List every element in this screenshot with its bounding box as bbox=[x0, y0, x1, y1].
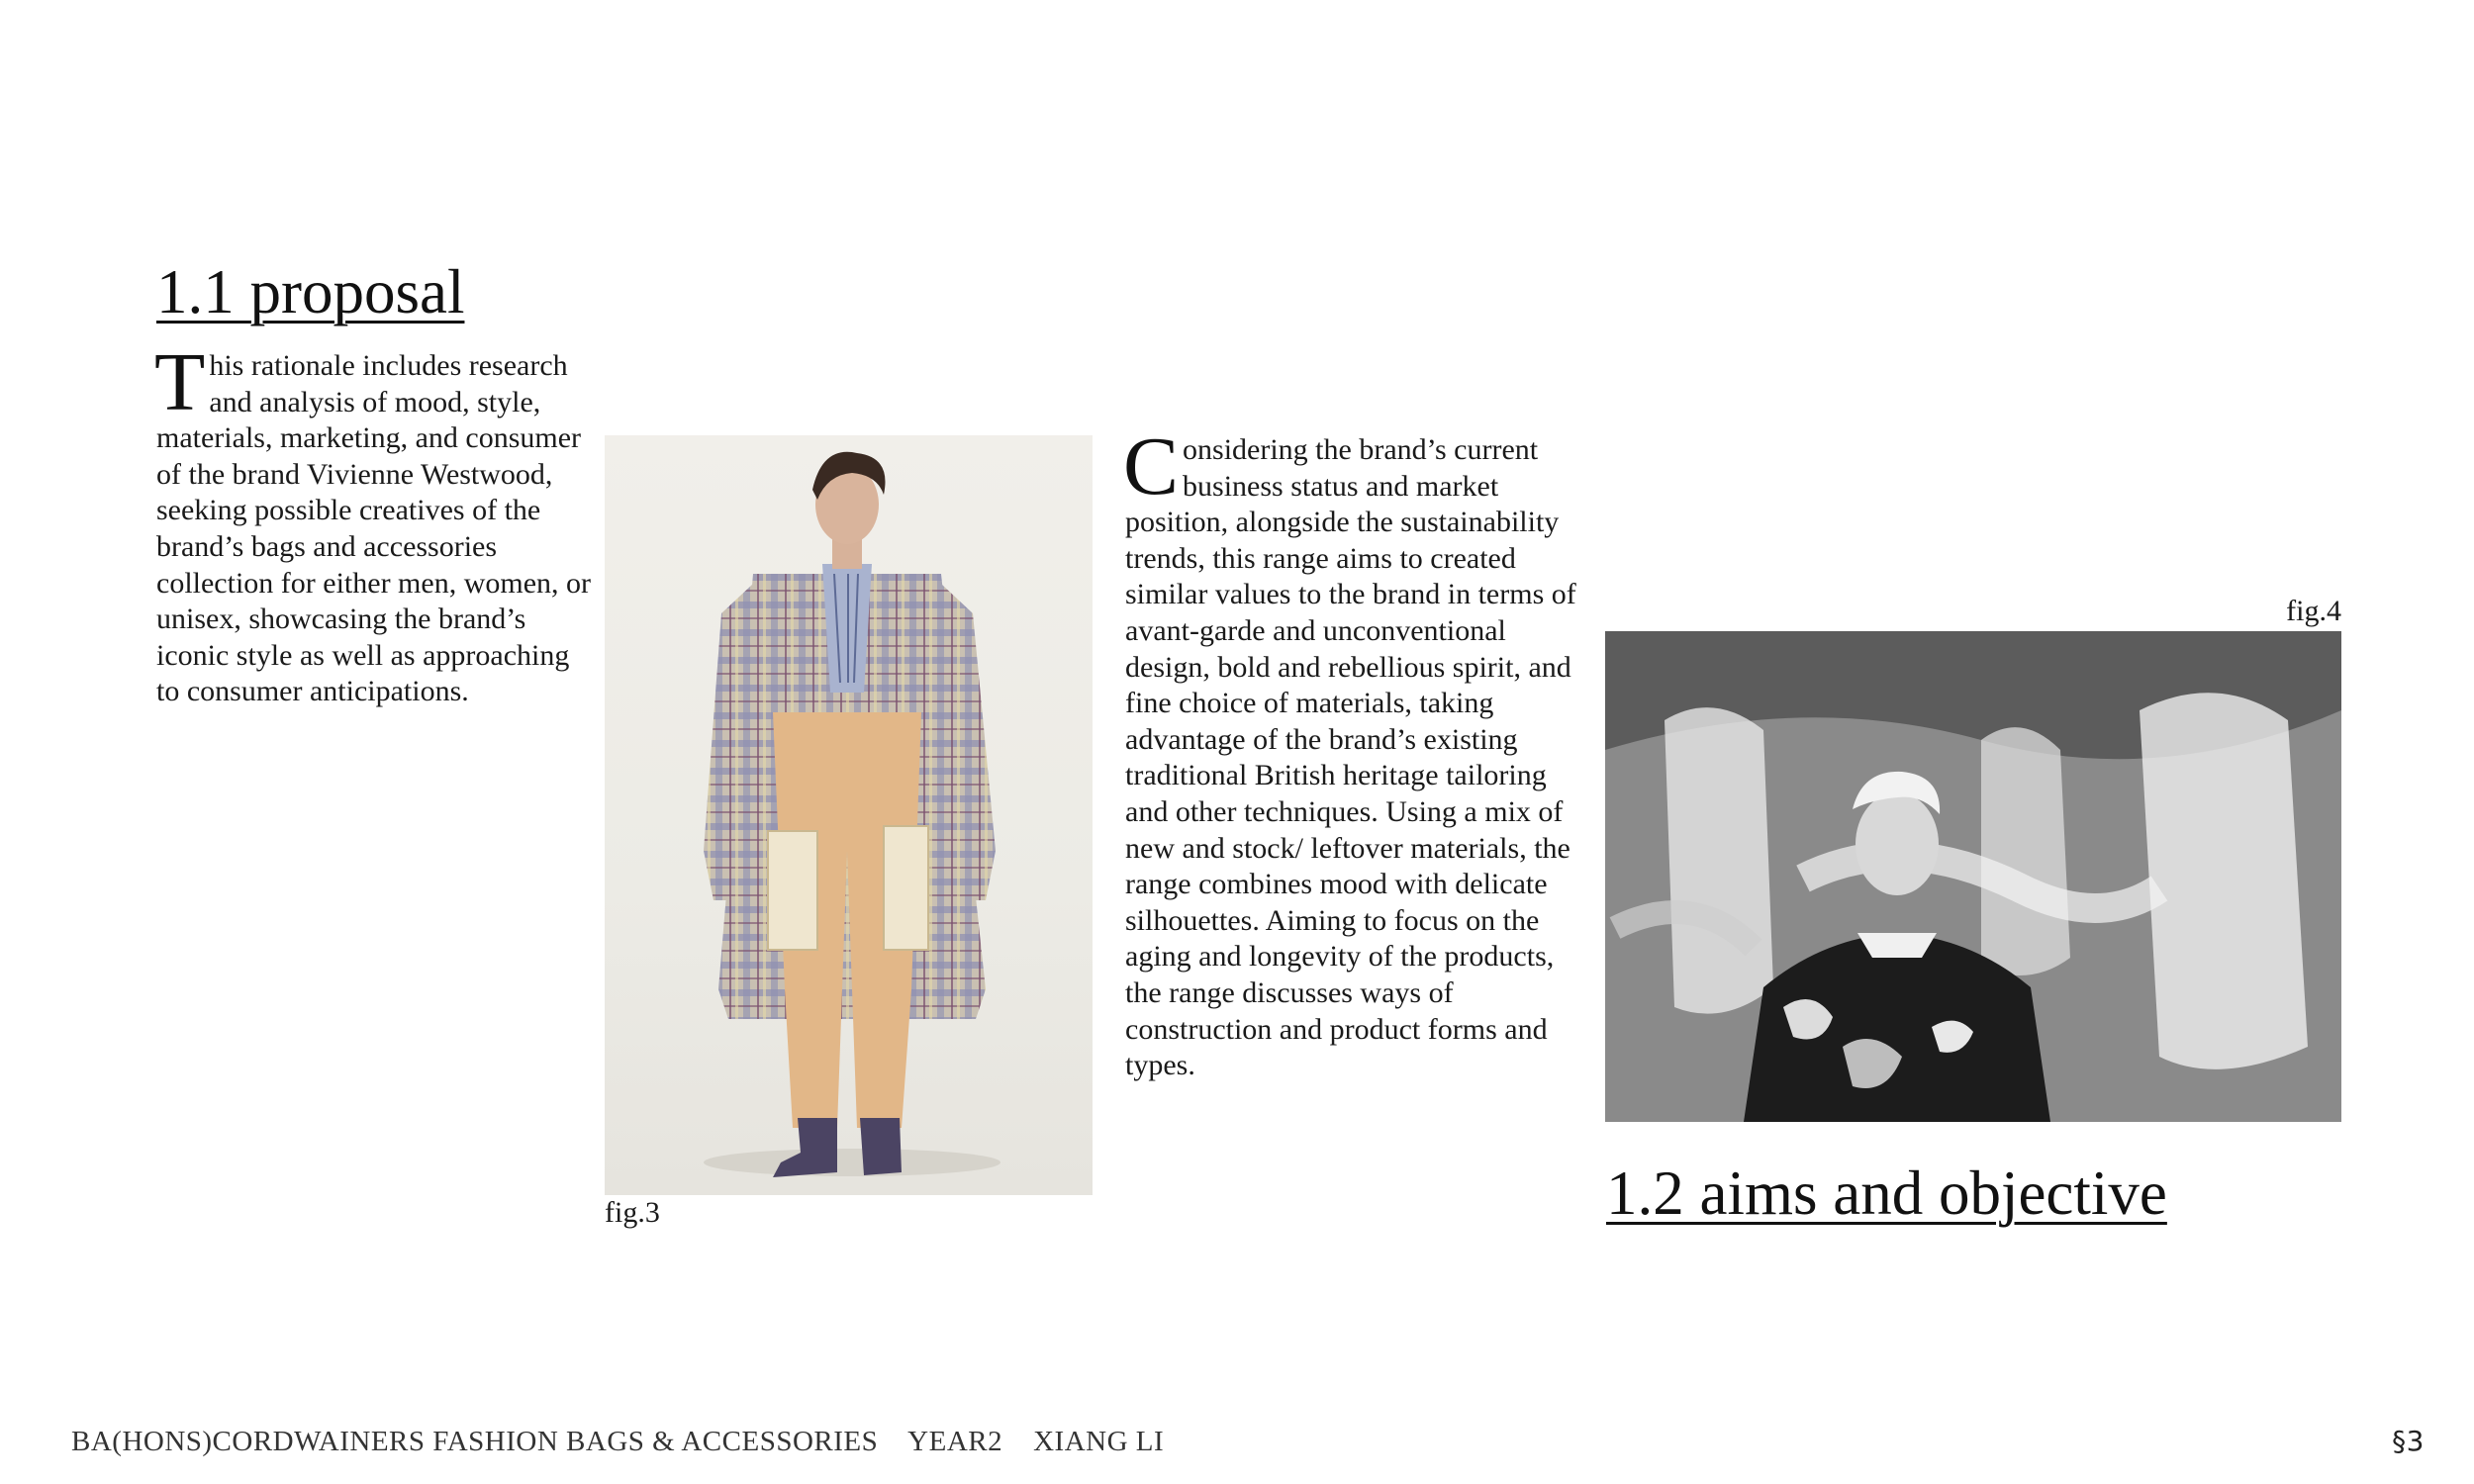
aims-paragraph bbox=[1123, 420, 1580, 1084]
proposal-text: his rationale includes research and analysis of mood, style, materials, marketing, and consumer of the brand Vivienne Westwood, seeking possible creatives of the brand’s bags and accessories collection for either men, women, or unisex, showcasing the brand’s iconic style as well as approaching to consumer anticipations. bbox=[156, 349, 592, 708]
aims-text: onsidering the brand’s current business status and market position, alongside the sustainability trends, this range aims to created similar values to the brand in terms of avant-garde and unconventional design, bold and rebellious spirit, and fine choice of materials, taking advantage of the brand’s existing traditional British heritage tailoring and other techniques. Using a mix of new and stock/ leftover materials, the range combines mood with delicate silhouettes. Aiming to focus on the aging and longevity of the products, the range discusses ways of construction and product forms and types. bbox=[1125, 433, 1576, 1082]
section-heading-proposal: 1.1 proposal bbox=[156, 257, 465, 326]
dropcap-letter: C bbox=[1123, 420, 1180, 512]
fig3-caption: fig.3 bbox=[605, 1196, 660, 1229]
section-heading-aims: 1.2 aims and objective bbox=[1606, 1159, 2167, 1228]
footer-course-text: BA(HONS)CORDWAINERS FASHION BAGS & ACCESSORIES YEAR2 XIANG LI bbox=[71, 1426, 1165, 1457]
fig4-painting-photo bbox=[1605, 631, 2341, 1122]
fashion-model-illustration bbox=[605, 435, 1093, 1195]
page-number: §3 bbox=[2392, 1425, 2425, 1457]
fig3-fashion-photo bbox=[605, 435, 1093, 1195]
fig4-caption: fig.4 bbox=[2286, 595, 2341, 627]
proposal-paragraph bbox=[154, 336, 592, 710]
artist-painting-illustration bbox=[1605, 631, 2341, 1122]
footer-course-title bbox=[71, 1428, 1164, 1456]
dropcap-letter: T bbox=[154, 336, 206, 428]
